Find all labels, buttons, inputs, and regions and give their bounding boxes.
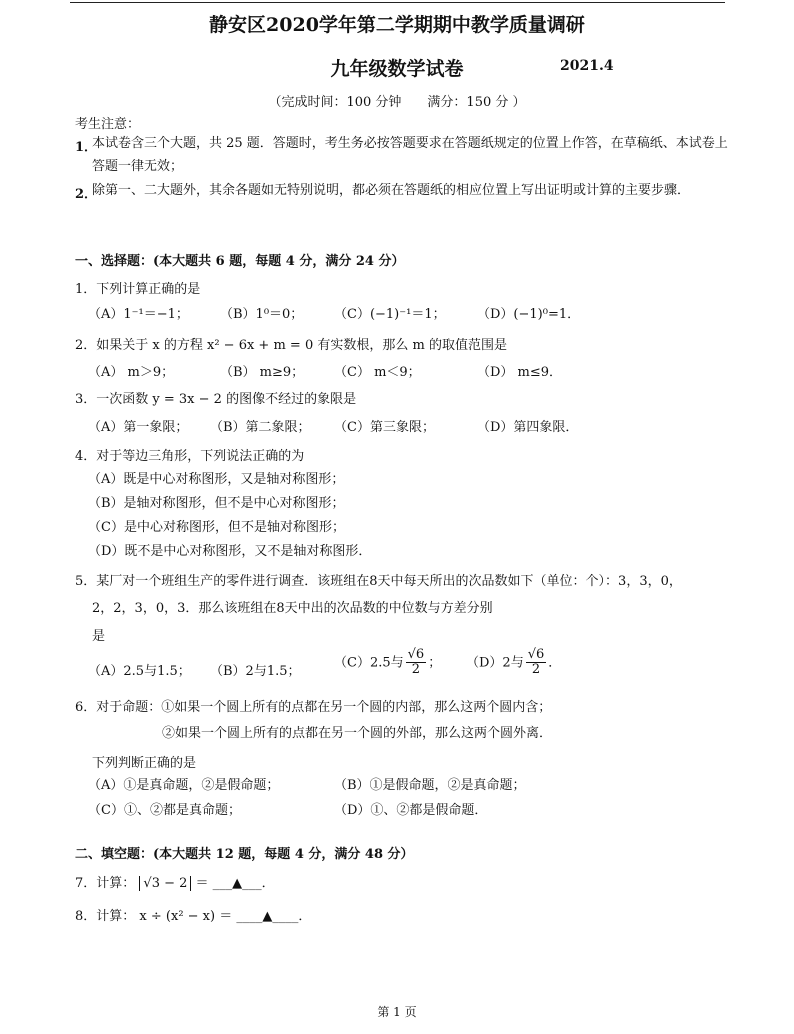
q7-expression: √3 − 2 (139, 876, 191, 891)
fraction-denominator: 2 (411, 662, 421, 678)
q5-option-c-label: （C）2.5与 (334, 655, 404, 671)
page-title: 静安区2020学年第二学期期中教学质量调研 (209, 14, 585, 36)
q7-label: 7．计算： (75, 876, 136, 891)
fraction-denominator: 2 (531, 662, 541, 678)
notes-heading: 考生注意： (75, 117, 141, 132)
q1-stem: 1．下列计算正确的是 (75, 282, 201, 297)
fraction-numerator: √6 (407, 647, 425, 662)
q3-option-c: （C）第三象限； (334, 420, 435, 435)
q5-option-a: （A）2.5与1.5； (88, 664, 191, 679)
exam-date: 2021.4 (560, 58, 614, 74)
q1-option-c: （C）(−1)⁻¹＝1； (334, 307, 446, 322)
q3-stem: 3．一次函数 y = 3x − 2 的图像不经过的象限是 (75, 392, 357, 407)
q2-option-c: （C） m＜9； (334, 365, 421, 380)
sqrt6-over-2-fraction (406, 648, 427, 678)
q5-option-d-end: ． (548, 655, 562, 671)
q1-option-b: （B）1⁰＝0； (220, 307, 304, 322)
q4-option-a: （A）既是中心对称图形，又是轴对称图形； (88, 472, 345, 487)
q6-option-c: （C）①、②都是真命题； (88, 803, 241, 818)
q4-stem: 4．对于等边三角形，下列说法正确的为 (75, 449, 305, 464)
q1-option-a: （A）1⁻¹＝−1； (88, 307, 189, 322)
sqrt6-over-2-fraction (526, 648, 547, 678)
q2-option-b: （B） m≥9； (220, 365, 305, 380)
note-2-number: 2． (75, 187, 98, 202)
q5-line2: 2，2，3，0，3．那么该班组在8天中出的次品数的中位数与方差分别 (92, 601, 493, 616)
note-1-number: 1． (75, 140, 98, 155)
q6-option-b: （B）①是假命题，②是真命题； (334, 778, 526, 793)
q7-answer-blank: ＝ ___▲___． (195, 876, 275, 891)
q3-option-a: （A）第一象限； (88, 420, 189, 435)
top-rule (70, 2, 725, 3)
q5-line3: 是 (92, 629, 106, 644)
q3-option-d: （D）第四象限． (477, 420, 579, 435)
q8-expression: x ÷ (x² − x) ＝ (139, 909, 233, 924)
q5-line1: 5．某厂对一个班组生产的零件进行调查．该班组在8天中每天所出的次品数如下（单位：个）：3，3，0， (75, 574, 682, 589)
q6-line2: ②如果一个圆上所有的点都在另一个圆的外部，那么这两个圆外离． (162, 726, 553, 741)
time-info: （完成时间：100 分钟 满分：150 分 ） (268, 95, 526, 110)
q6-line1: 6．对于命题：①如果一个圆上所有的点都在另一个圆的内部，那么这两个圆内含； (75, 700, 552, 715)
page-subtitle: 九年级数学试卷 (330, 58, 464, 80)
q8-label: 8．计算： (75, 909, 136, 924)
q2-option-d: （D） m≤9． (477, 365, 563, 380)
fraction-numerator: √6 (527, 647, 545, 662)
q6-option-d: （D）①、②都是假命题． (334, 803, 488, 818)
q7 (75, 872, 275, 891)
q8-answer-blank: ____▲____． (236, 909, 312, 924)
q6-option-a: （A）①是真命题，②是假命题； (88, 778, 280, 793)
q5-option-b: （B）2与1.5； (210, 664, 301, 679)
note-2-text: 除第一、二大题外，其余各题如无特别说明，都必须在答题纸的相应位置上写出证明或计算的主要步骤． (92, 183, 691, 198)
q4-option-d: （D）既不是中心对称图形，又不是轴对称图形． (88, 544, 372, 559)
q3-option-b: （B）第二象限； (210, 420, 311, 435)
q1-option-d: （D）(−1)⁰=1． (477, 307, 581, 322)
q8 (75, 905, 311, 924)
q5-option-c (334, 648, 441, 678)
q2-option-a: （A） m＞9； (88, 365, 175, 380)
q5-option-c-end: ； (428, 655, 442, 671)
q2-stem: 2．如果关于 x 的方程 x² − 6x + m = 0 有实数根，那么 m 的取值范围是 (75, 338, 507, 353)
q6-line3: 下列判断正确的是 (92, 756, 197, 771)
note-1-text: 本试卷含三个大题，共 25 题．答题时，考生务必按答题要求在答题纸规定的位置上作答，在草稿纸、本试卷上答题一律无效； (92, 136, 728, 174)
q4-option-c: （C）是中心对称图形，但不是轴对称图形； (88, 520, 345, 535)
q5-option-d (466, 648, 561, 678)
q5-option-d-label: （D）2与 (466, 655, 524, 671)
q4-option-b: （B）是轴对称图形，但不是中心对称图形； (88, 496, 345, 511)
section2-heading: 二、填空题：(本大题共 12 题，每题 4 分，满分 48 分） (75, 847, 414, 862)
section1-heading: 一、选择题：(本大题共 6 题，每题 4 分，满分 24 分） (75, 254, 405, 269)
page-number: 第 1 页 (377, 1005, 417, 1019)
